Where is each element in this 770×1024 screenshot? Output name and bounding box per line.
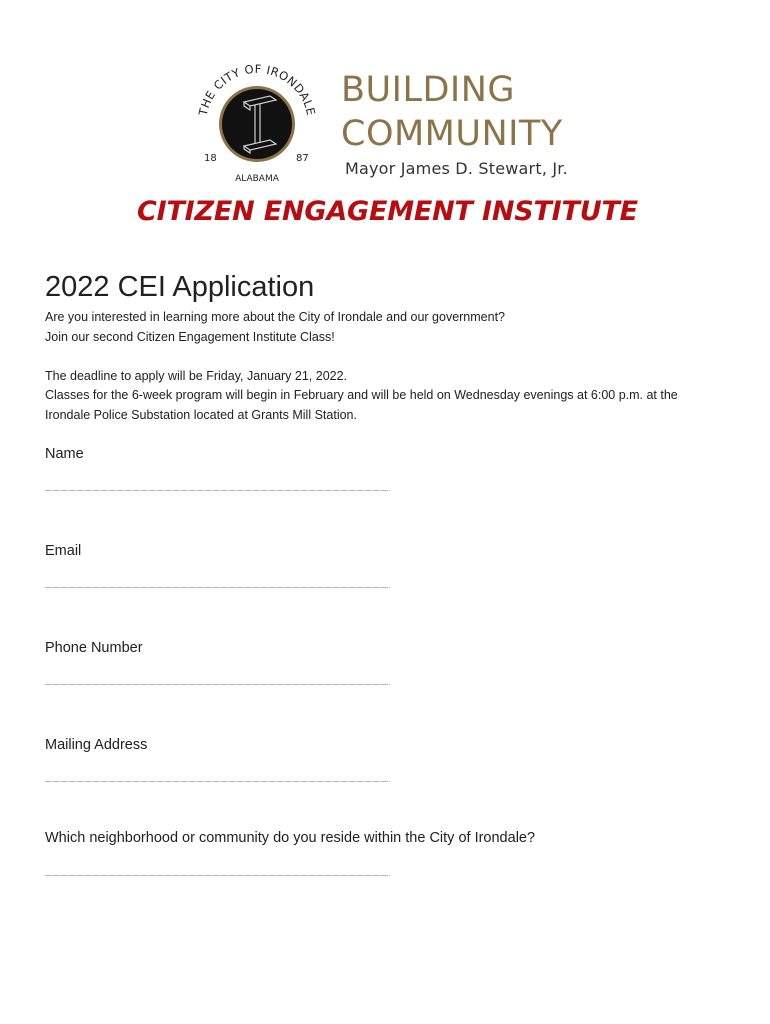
question-phone-label: Phone Number (45, 640, 143, 656)
form-title: 2022 CEI Application (45, 271, 315, 303)
brand-title-line2: COMMUNITY (341, 114, 563, 154)
seal-year-right: 87 (296, 153, 309, 164)
seal-arc-text: THE CITY OF IRONDALE (195, 61, 319, 117)
description-line: Join our second Citizen Engagement Institute Class! (45, 329, 335, 344)
description-line: The deadline to apply will be Friday, January 21, 2022. (45, 368, 348, 383)
question-name-label: Name (45, 446, 84, 462)
city-seal-logo (192, 58, 322, 188)
brand-title-line1: BUILDING (341, 70, 516, 110)
question-email-label: Email (45, 543, 82, 559)
description-line: Classes for the 6-week program will begin in February and will be held on Wednesday evenings at 6:00 p.m. at the Irondale Police Substation located at Grants Mill Station. (45, 388, 678, 422)
form-description (45, 308, 725, 425)
question-neighborhood-label: Which neighborhood or community do you reside within the City of Irondale? (45, 830, 536, 846)
answer-field-name[interactable] (45, 490, 390, 491)
answer-field-neighborhood[interactable] (45, 875, 390, 876)
description-line: Are you interested in learning more about the City of Irondale and our government? (45, 310, 505, 324)
form-intro (45, 266, 725, 425)
header-banner (0, 0, 770, 250)
seal-year-left: 18 (204, 153, 217, 164)
answer-field-address[interactable] (45, 781, 390, 782)
question-address-label: Mailing Address (45, 737, 148, 753)
mayor-name: Mayor James D. Stewart, Jr. (345, 159, 568, 178)
program-title: CITIZEN ENGAGEMENT INSTITUTE (137, 196, 638, 227)
description-spacer (45, 347, 725, 367)
seal-state: ALABAMA (235, 174, 279, 184)
answer-field-email[interactable] (45, 587, 390, 588)
answer-field-phone[interactable] (45, 684, 390, 685)
